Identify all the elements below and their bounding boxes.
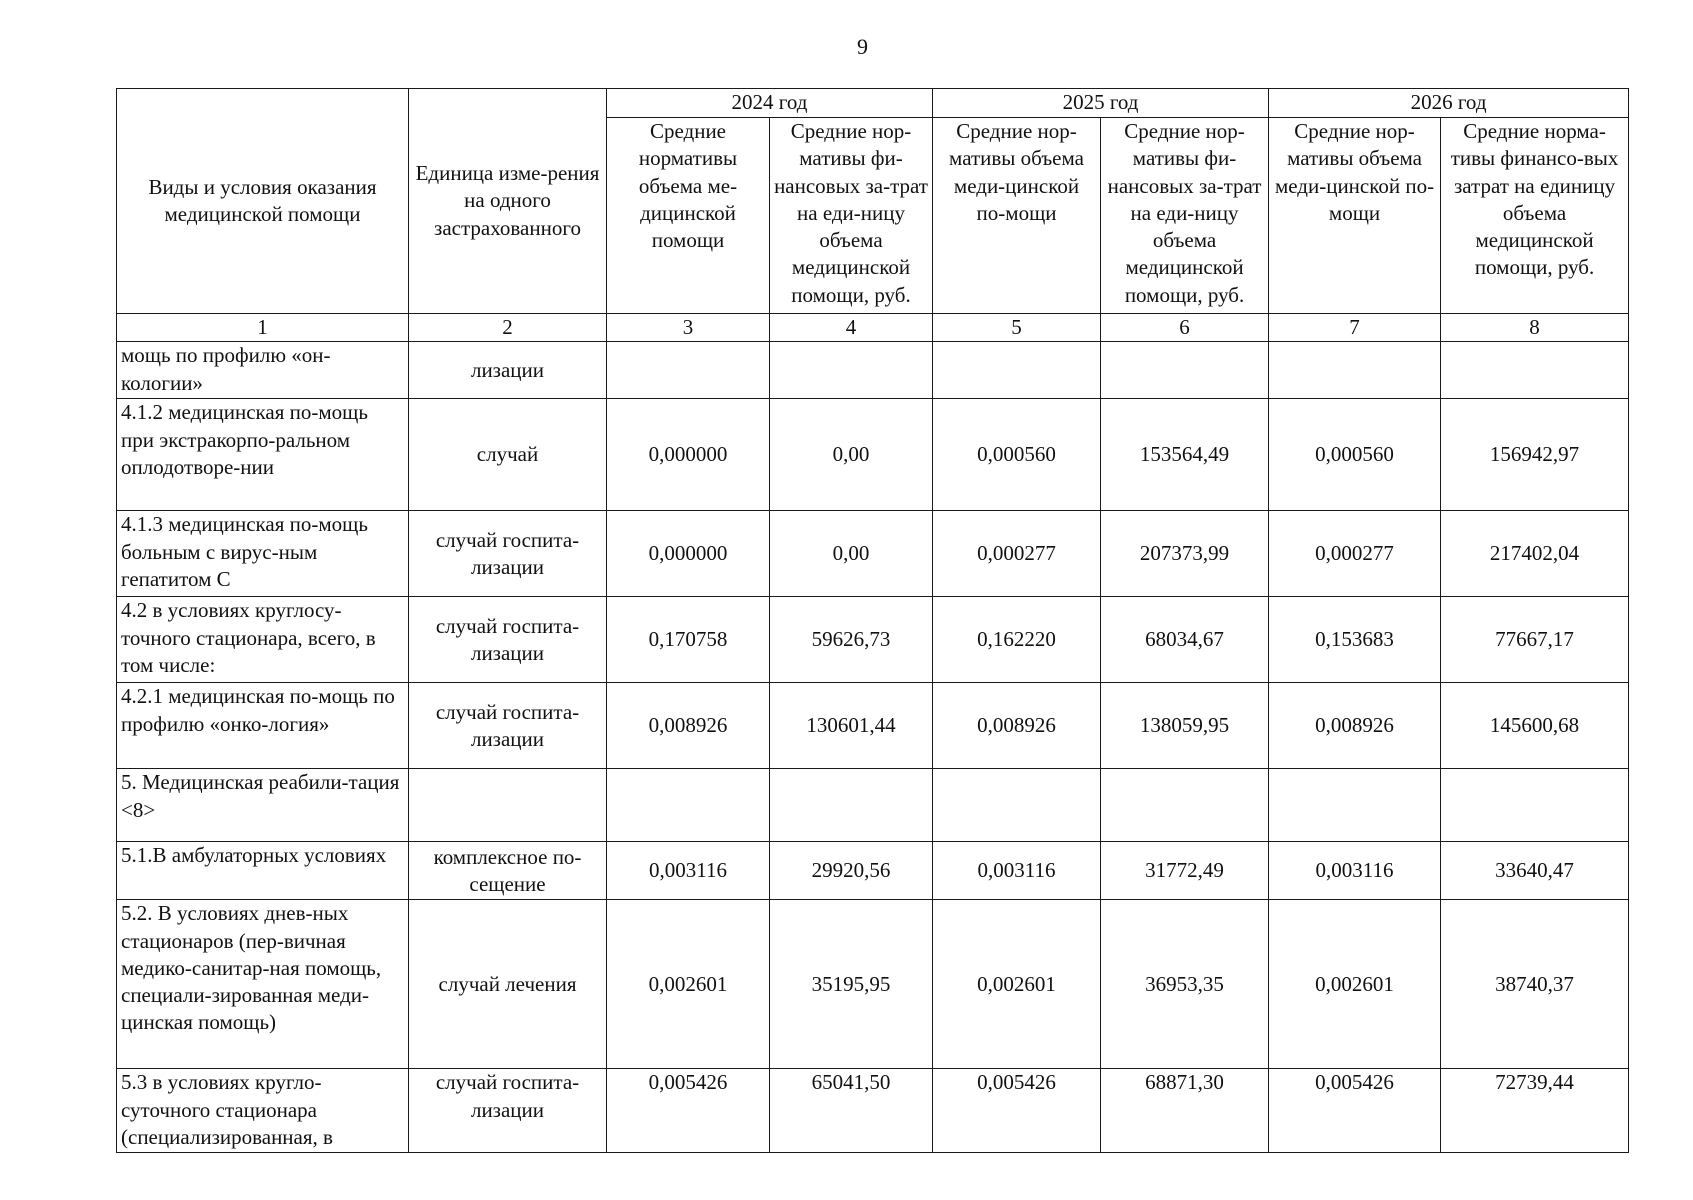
header-2026-cost: Средние норма-тивы финансо-вых затрат на единицу объема медицинской помощи, руб. (1441, 118, 1629, 314)
header-year-2026: 2026 год (1269, 89, 1629, 118)
row-label: 5. Медицинская реабили-тация <8> (117, 769, 409, 842)
cell-2024-volume: 0,005426 (607, 1069, 770, 1153)
cell-2025-volume: 0,008926 (933, 683, 1101, 769)
cell-2026-volume: 0,008926 (1269, 683, 1441, 769)
cell-2025-volume: 0,003116 (933, 842, 1101, 900)
column-number: 5 (933, 314, 1101, 342)
cell-2026-volume: 0,000277 (1269, 511, 1441, 597)
cell-2025-cost (1101, 342, 1269, 399)
cell-2025-cost: 68871,30 (1101, 1069, 1269, 1153)
cell-2024-cost: 0,00 (770, 511, 933, 597)
row-unit: случай (409, 399, 607, 511)
cell-2024-cost: 59626,73 (770, 597, 933, 683)
column-number: 1 (117, 314, 409, 342)
cell-2025-cost: 153564,49 (1101, 399, 1269, 511)
table-row (117, 769, 1629, 842)
header-col-unit: Единица изме-рения на одного застрахованного (409, 89, 607, 314)
row-label: 5.1.В амбулаторных условиях (117, 842, 409, 900)
row-label: 4.1.3 медицинская по-мощь больным с вирус-ным гепатитом С (117, 511, 409, 597)
row-label: 4.2 в условиях круглосу-точного стационара, всего, в том числе: (117, 597, 409, 683)
cell-2024-volume: 0,002601 (607, 900, 770, 1069)
cell-2024-cost: 0,00 (770, 399, 933, 511)
cell-2024-cost (770, 769, 933, 842)
row-label: мощь по профилю «он-кологии» (117, 342, 409, 399)
row-unit: случай госпита-лизации (409, 683, 607, 769)
cell-2026-volume: 0,153683 (1269, 597, 1441, 683)
header-2024-volume: Средние нормативы объема ме-дицинской помощи (607, 118, 770, 314)
cell-2025-cost: 31772,49 (1101, 842, 1269, 900)
cell-2026-volume: 0,003116 (1269, 842, 1441, 900)
header-2026-volume: Средние нор-мативы объема меди-цинской по-мощи (1269, 118, 1441, 314)
cell-2026-cost: 156942,97 (1441, 399, 1629, 511)
row-unit: лизации (409, 342, 607, 399)
header-2025-volume: Средние нор-мативы объема меди-цинской по-мощи (933, 118, 1101, 314)
header-row-years (117, 89, 1629, 118)
table-row (117, 842, 1629, 900)
table-row (117, 597, 1629, 683)
table-row (117, 900, 1629, 1069)
row-unit: случай госпита-лизации (409, 1069, 607, 1153)
cell-2025-volume (933, 342, 1101, 399)
row-unit: случай лечения (409, 900, 607, 1069)
column-number: 8 (1441, 314, 1629, 342)
column-number: 7 (1269, 314, 1441, 342)
cell-2025-volume: 0,162220 (933, 597, 1101, 683)
cell-2026-volume: 0,005426 (1269, 1069, 1441, 1153)
cell-2026-volume: 0,000560 (1269, 399, 1441, 511)
cell-2025-volume: 0,000277 (933, 511, 1101, 597)
row-unit: случай госпита-лизации (409, 597, 607, 683)
column-number: 4 (770, 314, 933, 342)
cell-2026-volume (1269, 769, 1441, 842)
table-row (117, 683, 1629, 769)
cell-2024-cost (770, 342, 933, 399)
row-unit (409, 769, 607, 842)
cell-2025-volume (933, 769, 1101, 842)
column-number: 6 (1101, 314, 1269, 342)
page-number: 9 (857, 34, 868, 59)
cell-2026-cost: 145600,68 (1441, 683, 1629, 769)
cell-2024-cost: 65041,50 (770, 1069, 933, 1153)
cell-2024-volume: 0,000000 (607, 511, 770, 597)
row-label: 5.3 в условиях кругло-суточного стационара (специализированная, в (117, 1069, 409, 1153)
cell-2026-volume (1269, 342, 1441, 399)
column-number: 3 (607, 314, 770, 342)
cell-2026-cost (1441, 342, 1629, 399)
row-label: 4.2.1 медицинская по-мощь по профилю «онко-логия» (117, 683, 409, 769)
cell-2024-cost: 29920,56 (770, 842, 933, 900)
cell-2024-cost: 35195,95 (770, 900, 933, 1069)
row-unit: случай госпита-лизации (409, 511, 607, 597)
cell-2024-volume: 0,008926 (607, 683, 770, 769)
cell-2024-volume: 0,170758 (607, 597, 770, 683)
cell-2025-volume: 0,005426 (933, 1069, 1101, 1153)
header-2025-cost: Средние нор-мативы фи-нансовых за-трат на еди-ницу объема медицинской помощи, руб. (1101, 118, 1269, 314)
cell-2025-cost (1101, 769, 1269, 842)
cell-2026-cost: 217402,04 (1441, 511, 1629, 597)
cell-2026-cost: 72739,44 (1441, 1069, 1629, 1153)
header-col-types: Виды и условия оказания медицинской помощи (117, 89, 409, 314)
table-row (117, 1069, 1629, 1153)
cell-2026-cost: 77667,17 (1441, 597, 1629, 683)
cell-2026-cost (1441, 769, 1629, 842)
cell-2024-volume: 0,000000 (607, 399, 770, 511)
header-year-2025: 2025 год (933, 89, 1269, 118)
cell-2026-volume: 0,002601 (1269, 900, 1441, 1069)
header-2024-cost: Средние нор-мативы фи-нансовых за-трат на еди-ницу объема медицинской помощи, руб. (770, 118, 933, 314)
cell-2025-volume: 0,000560 (933, 399, 1101, 511)
cell-2024-volume (607, 342, 770, 399)
cell-2025-volume: 0,002601 (933, 900, 1101, 1069)
row-label: 4.1.2 медицинская по-мощь при экстракорпо-ральном оплодотворе-нии (117, 399, 409, 511)
cell-2024-cost: 130601,44 (770, 683, 933, 769)
cell-2025-cost: 207373,99 (1101, 511, 1269, 597)
table-row (117, 511, 1629, 597)
cell-2026-cost: 38740,37 (1441, 900, 1629, 1069)
normatives-table (116, 88, 1629, 1153)
row-unit: комплексное по-сещение (409, 842, 607, 900)
cell-2026-cost: 33640,47 (1441, 842, 1629, 900)
table-row (117, 342, 1629, 399)
row-label: 5.2. В условиях днев-ных стационаров (пер-вичная медико-санитар-ная помощь, специали-зированная меди-цинская помощь) (117, 900, 409, 1069)
header-row-numbers (117, 314, 1629, 342)
cell-2024-volume (607, 769, 770, 842)
cell-2025-cost: 138059,95 (1101, 683, 1269, 769)
column-number: 2 (409, 314, 607, 342)
cell-2025-cost: 68034,67 (1101, 597, 1269, 683)
cell-2024-volume: 0,003116 (607, 842, 770, 900)
header-year-2024: 2024 год (607, 89, 933, 118)
table-row (117, 399, 1629, 511)
cell-2025-cost: 36953,35 (1101, 900, 1269, 1069)
